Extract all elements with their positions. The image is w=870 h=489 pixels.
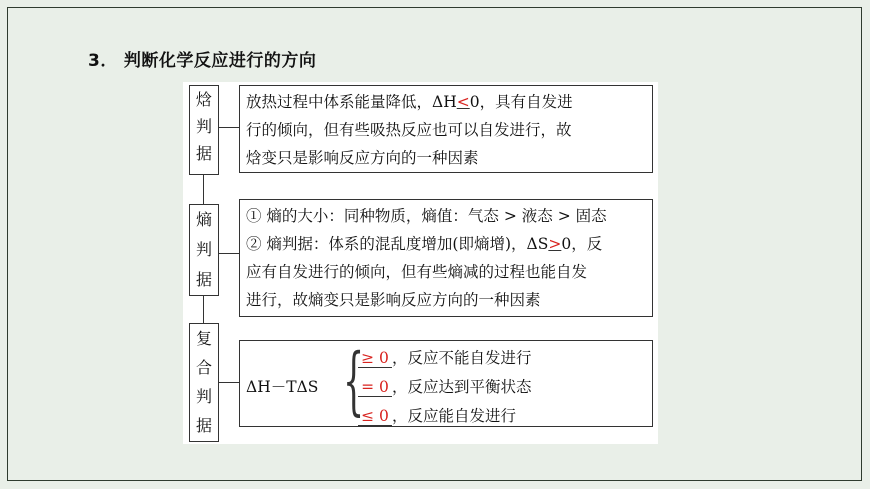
answer-blank (358, 407, 392, 426)
composite-criterion-box (239, 340, 653, 427)
connector-line (219, 382, 239, 383)
entropy-criterion-box (239, 199, 653, 317)
label-char: 据 (195, 144, 212, 163)
case-text: ，反应不能自发进行 (392, 349, 532, 367)
sign: ≤ (361, 407, 375, 425)
label-char: 熵 (195, 210, 212, 229)
text-line: ① 熵的大小：同种物质，熵值：气态 > 液态 > 固态 (246, 207, 607, 225)
answer-blank: < (456, 93, 470, 111)
text-line: 进行，故熵变只是影响反应方向的一种因素 (246, 291, 541, 309)
label-char: 判 (195, 387, 212, 406)
connector-line (219, 127, 239, 128)
case-text: ，反应能自发进行 (392, 407, 517, 425)
text-fragment: 0，具有自发进 (469, 93, 573, 111)
value: 0 (379, 407, 389, 425)
label-char: 判 (195, 117, 212, 136)
composite-criterion-label (189, 323, 219, 442)
text-fragment: 放热过程中体系能量降低，ΔH (246, 93, 457, 111)
criteria-diagram (183, 82, 658, 444)
section-heading (88, 46, 316, 71)
text-line: 行的倾向，但有些吸热反应也可以自发进行，故 (246, 121, 572, 139)
label-char: 复 (195, 329, 212, 348)
sign: ≥ (361, 349, 375, 367)
entropy-criterion-label (189, 204, 219, 296)
section-title: 判断化学反应进行的方向 (123, 51, 317, 71)
gibbs-expression (246, 373, 318, 401)
enthalpy-criterion-label (189, 85, 219, 175)
expression-text: ΔH－TΔS (246, 378, 319, 396)
label-char: 判 (195, 240, 212, 259)
case-row (358, 373, 532, 401)
value: 0 (379, 349, 389, 367)
text-line (246, 88, 646, 116)
case-row (358, 402, 516, 430)
sign: = (361, 378, 375, 396)
text-fragment: ② 熵判据：体系的混乱度增加(即熵增)，ΔS (246, 235, 549, 253)
text-line: 焓变只是影响反应方向的一种因素 (246, 149, 479, 167)
case-row (358, 344, 532, 372)
connector-line (203, 175, 204, 204)
connector-line (219, 253, 239, 254)
label-char: 合 (195, 358, 212, 377)
text-fragment: 0，反 (561, 235, 603, 253)
value: 0 (379, 378, 389, 396)
enthalpy-criterion-box (239, 85, 653, 173)
answer-blank (358, 349, 392, 368)
text-line: 应有自发进行的倾向，但有些熵减的过程也能自发 (246, 263, 588, 281)
section-number: 3． (88, 51, 118, 71)
brace-icon: { (343, 338, 365, 424)
label-char: 焓 (195, 90, 212, 109)
answer-blank: > (548, 235, 562, 253)
text-line (246, 230, 646, 258)
case-text: ，反应达到平衡状态 (392, 378, 532, 396)
answer-blank (358, 378, 392, 397)
label-char: 据 (195, 270, 212, 289)
connector-line (203, 296, 204, 323)
label-char: 据 (195, 416, 212, 435)
